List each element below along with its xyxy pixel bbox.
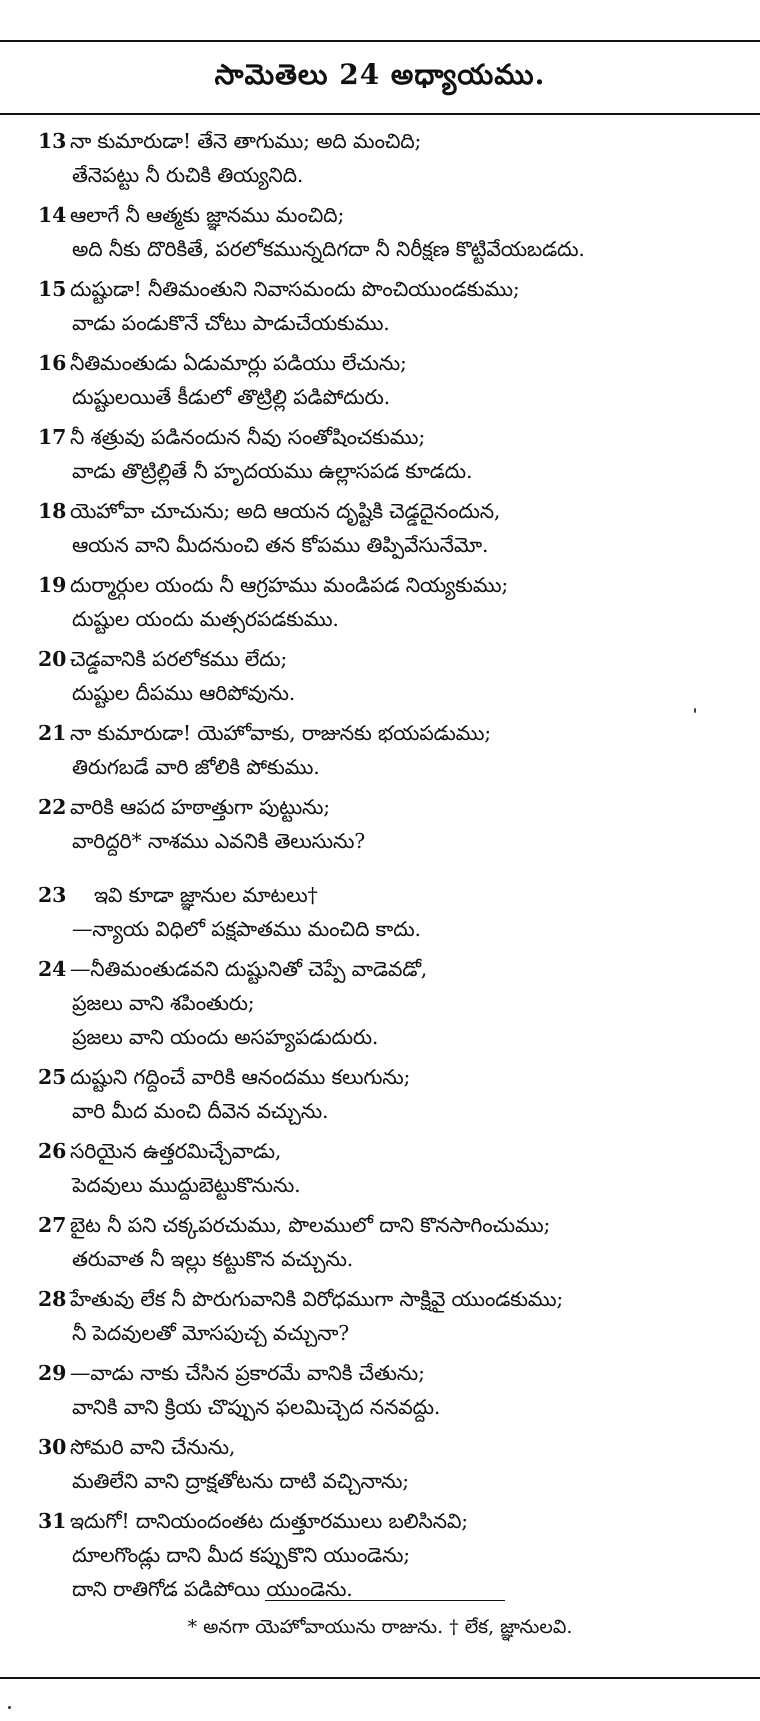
verse-text: వారికి ఆపద హఠాత్తుగా పుట్టును; xyxy=(70,795,330,819)
verse-text: దుష్టుడా! నీతిమంతుని నివాసమందు పొంచియుండకుము; xyxy=(70,277,520,301)
verse-text: యెహోవా చూచును; అది ఆయన దృష్టికి చెడ్డదైనందున, xyxy=(70,499,501,523)
verse-text: సరియైన ఉత్తరమిచ్చేవాడు, xyxy=(70,1139,282,1163)
verse-25 xyxy=(38,1060,753,1128)
verse-text: ఇదుగో! దానియందంతట దుత్తూరములు బలిసినవి; xyxy=(70,1509,468,1533)
verse-24 xyxy=(38,952,753,1054)
verse-text: తిరుగబడే వారి జోలికి పోకుము. xyxy=(72,755,320,779)
verse-text: —న్యాయ విధిలో పక్షపాతము మంచిది కాదు. xyxy=(72,917,421,941)
verse-text: నా కుమారుడా! యెహోవాకు, రాజునకు భయపడుము; xyxy=(70,721,491,745)
verse-text: నా కుమారుడా! తేనె తాగుము; అది మంచిది; xyxy=(70,129,422,153)
verse-text: దుష్టులయితే కీడులో తొట్రిల్లి పడిపోదురు. xyxy=(72,385,390,409)
verse-continuation-line xyxy=(38,1168,753,1202)
verse-text: నీ శత్రువు పడినందున నీవు సంతోషించకుము; xyxy=(70,425,426,449)
verse-number: 17 xyxy=(38,425,67,449)
print-speck xyxy=(8,1706,11,1709)
verse-text: —వాడు నాకు చేసిన ప్రకారమే వానికి చేతును; xyxy=(70,1361,425,1385)
verse-first-line xyxy=(38,1282,753,1316)
verse-text: నీ పెదవులతో మోసపుచ్చ వచ్చునా? xyxy=(72,1321,350,1345)
verse-text: నీతిమంతుడు ఏడుమార్లు పడియు లేచును; xyxy=(70,351,407,375)
verse-text: దాని రాతిగోడ పడిపోయి యుండెను. xyxy=(72,1577,353,1601)
verse-text: అది నీకు దొరికితే, పరలోకమున్నదిగదా నీ నిరీక్షణ కొట్టివేయబడదు. xyxy=(72,237,585,261)
verse-continuation-line xyxy=(38,986,753,1020)
verse-20 xyxy=(38,642,753,710)
verse-text: ఆలాగే నీ ఆత్మకు జ్ఞానము మంచిది; xyxy=(70,203,345,227)
verse-21 xyxy=(38,716,753,784)
verse-first-line xyxy=(38,272,753,306)
verse-text: వానికి వాని క్రియ చొప్పున ఫలమిచ్చెద ననవద్దు. xyxy=(72,1395,441,1419)
footnote: * అనగా యెహోవాయును రాజును. † లేక, జ్ఞానులవి. xyxy=(187,1616,573,1638)
verse-continuation-line xyxy=(38,454,753,488)
verse-text: ప్రజలు వాని యందు అసహ్యపడుదురు. xyxy=(72,1025,379,1049)
verse-first-line xyxy=(38,642,753,676)
verse-continuation-line xyxy=(38,1094,753,1128)
verse-continuation-line xyxy=(38,912,753,946)
verse-continuation-line xyxy=(38,232,753,266)
verse-number: 31 xyxy=(38,1509,67,1533)
verse-first-line xyxy=(38,198,753,232)
verse-text: చెడ్డవానికి పరలోకము లేదు; xyxy=(70,647,288,671)
header-rule xyxy=(0,113,760,115)
bottom-rule xyxy=(0,1677,760,1679)
verse-text: వారిద్దరి* నాశము ఎవనికి తెలుసును? xyxy=(72,829,365,853)
verse-continuation-line xyxy=(38,1242,753,1276)
verse-first-line xyxy=(38,1356,753,1390)
verse-first-line xyxy=(38,420,753,454)
verse-26 xyxy=(38,1134,753,1202)
verse-text: దుష్టుని గద్దించే వారికి ఆనందము కలుగును; xyxy=(70,1065,411,1089)
verse-text: తరువాత నీ ఇల్లు కట్టుకొన వచ్చును. xyxy=(72,1247,354,1271)
verse-28 xyxy=(38,1282,753,1350)
verse-first-line xyxy=(38,1430,753,1464)
verse-text: దుర్మార్గుల యందు నీ ఆగ్రహము మండిపడ నియ్యకుము; xyxy=(70,573,509,597)
verse-text: ఇవి కూడా జ్ఞానుల మాటలు† xyxy=(94,883,318,907)
verse-16 xyxy=(38,346,753,414)
verse-continuation-line xyxy=(38,380,753,414)
verse-text: వాడు తొట్రిల్లితే నీ హృదయము ఉల్లాసపడ కూడదు. xyxy=(72,459,473,483)
verse-first-line xyxy=(38,568,753,602)
verse-continuation-line xyxy=(38,1390,753,1424)
verse-first-line xyxy=(38,494,753,528)
verse-first-line xyxy=(38,1134,753,1168)
verse-first-line xyxy=(38,1060,753,1094)
verse-14 xyxy=(38,198,753,266)
verse-27 xyxy=(38,1208,753,1276)
verse-first-line xyxy=(38,124,753,158)
verse-number: 25 xyxy=(38,1065,67,1089)
verse-text: వారి మీద మంచి దీవెన వచ్చును. xyxy=(72,1099,329,1123)
verse-continuation-line xyxy=(38,306,753,340)
verse-first-line xyxy=(38,1504,753,1538)
verse-continuation-line xyxy=(38,1538,753,1572)
verse-30 xyxy=(38,1430,753,1498)
verse-text: దూలగొండ్లు దాని మీద కప్పుకొని యుండెను; xyxy=(72,1543,410,1567)
verse-13 xyxy=(38,124,753,192)
verse-17 xyxy=(38,420,753,488)
verse-23 xyxy=(38,878,753,946)
verse-continuation-line xyxy=(38,528,753,562)
verse-continuation-line xyxy=(38,1464,753,1498)
verse-continuation-line xyxy=(38,750,753,784)
verse-list xyxy=(38,124,753,1612)
verse-continuation-line xyxy=(38,602,753,636)
verse-number: 16 xyxy=(38,351,67,375)
page-title: సామెతెలు 24 అధ్యాయము. xyxy=(214,58,546,91)
verse-text: దుష్టుల యందు మత్సరపడకుము. xyxy=(72,607,339,631)
verse-number: 27 xyxy=(38,1213,67,1237)
verse-29 xyxy=(38,1356,753,1424)
footnote-separator xyxy=(265,1600,505,1601)
verse-number: 21 xyxy=(38,721,67,745)
verse-first-line xyxy=(38,716,753,750)
verse-18 xyxy=(38,494,753,562)
verse-number: 28 xyxy=(38,1287,67,1311)
verse-continuation-line xyxy=(38,676,753,710)
verse-gap xyxy=(38,864,753,878)
verse-first-line xyxy=(38,790,753,824)
verse-number: 23 xyxy=(38,883,67,907)
verse-first-line xyxy=(38,952,753,986)
verse-text: బైట నీ పని చక్కపరచుము, పొలములో దాని కొనసాగించుము; xyxy=(70,1213,551,1237)
verse-text: ఆయన వాని మీదనుంచి తన కోపము తిప్పివేసునేమో. xyxy=(72,533,489,557)
verse-text: హేతువు లేక నీ పొరుగువానికి విరోధముగా సాక్షివై యుండకుము; xyxy=(70,1287,564,1311)
verse-text: సోమరి వాని చేనును, xyxy=(70,1435,236,1459)
verse-first-line xyxy=(38,1208,753,1242)
verse-31 xyxy=(38,1504,753,1606)
verse-number: 19 xyxy=(38,573,67,597)
verse-first-line xyxy=(38,878,753,912)
verse-number: 22 xyxy=(38,795,67,819)
verse-number: 24 xyxy=(38,957,67,981)
verse-text: పెదవులు ముద్దుబెట్టుకొనును. xyxy=(72,1173,301,1197)
verse-continuation-line xyxy=(38,1020,753,1054)
verse-text: మతిలేని వాని ద్రాక్షతోటను దాటి వచ్చినాను; xyxy=(72,1469,409,1493)
top-rule xyxy=(0,40,760,42)
verse-continuation-line xyxy=(38,1316,753,1350)
verse-continuation-line xyxy=(38,158,753,192)
verse-number: 14 xyxy=(38,203,67,227)
verse-number: 20 xyxy=(38,647,67,671)
verse-continuation-line xyxy=(38,824,753,858)
verse-number: 26 xyxy=(38,1139,67,1163)
verse-number: 18 xyxy=(38,499,67,523)
verse-text: తేనెపట్టు నీ రుచికి తియ్యనిది. xyxy=(72,163,304,187)
verse-text: దుష్టుల దీపము ఆరిపోవును. xyxy=(72,681,296,705)
verse-15 xyxy=(38,272,753,340)
verse-22 xyxy=(38,790,753,858)
verse-text: —నీతిమంతుడవని దుష్టునితో చెప్పే వాడెవడో, xyxy=(70,957,428,981)
verse-number: 30 xyxy=(38,1435,67,1459)
verse-text: వాడు పండుకొనే చోటు పాడుచేయకుము. xyxy=(72,311,390,335)
verse-number: 29 xyxy=(38,1361,67,1385)
verse-number: 15 xyxy=(38,277,67,301)
verse-19 xyxy=(38,568,753,636)
verse-number: 13 xyxy=(38,129,67,153)
verse-first-line xyxy=(38,346,753,380)
print-speck xyxy=(694,708,696,713)
verse-text: ప్రజలు వాని శపింతురు; xyxy=(72,991,255,1015)
